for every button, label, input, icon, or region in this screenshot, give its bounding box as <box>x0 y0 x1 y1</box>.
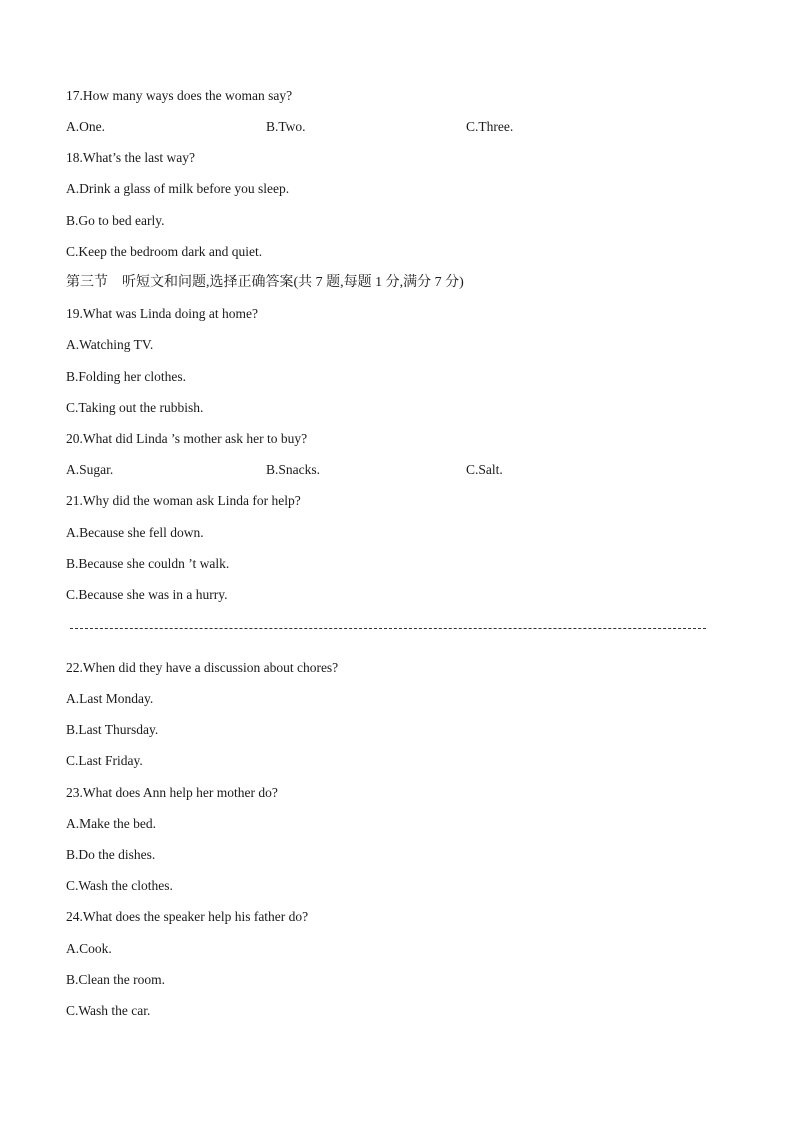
q20-option-b: B.Snacks. <box>266 462 320 477</box>
q21-option-a: A.Because she fell down. <box>66 525 204 540</box>
q17-option-b: B.Two. <box>266 119 306 134</box>
question-19: 19.What was Linda doing at home? <box>66 306 258 321</box>
q23-option-a: A.Make the bed. <box>66 816 156 831</box>
question-17: 17.How many ways does the woman say? <box>66 88 293 103</box>
question-24: 24.What does the speaker help his father do? <box>66 909 309 924</box>
q19-option-b: B.Folding her clothes. <box>66 369 186 384</box>
q22-option-a: A.Last Monday. <box>66 691 154 706</box>
q22-option-c: C.Last Friday. <box>66 753 143 768</box>
q22-option-b: B.Last Thursday. <box>66 722 159 737</box>
q18-option-c: C.Keep the bedroom dark and quiet. <box>66 244 263 259</box>
q19-option-c: C.Taking out the rubbish. <box>66 400 204 415</box>
section-3-heading: 第三节 听短文和问题,选择正确答案(共 7 题,每题 1 分,满分 7 分) <box>66 275 464 290</box>
page-divider <box>70 628 706 629</box>
q21-option-c: C.Because she was in a hurry. <box>66 587 228 602</box>
q24-option-c: C.Wash the car. <box>66 1003 151 1018</box>
q20-option-c: C.Salt. <box>466 462 503 477</box>
q23-option-c: C.Wash the clothes. <box>66 878 173 893</box>
q20-option-a: A.Sugar. <box>66 462 114 477</box>
q23-option-b: B.Do the dishes. <box>66 847 156 862</box>
question-22: 22.When did they have a discussion about chores? <box>66 660 339 675</box>
q24-option-b: B.Clean the room. <box>66 972 165 987</box>
q17-option-a: A.One. <box>66 119 105 134</box>
q18-option-b: B.Go to bed early. <box>66 213 165 228</box>
q18-option-a: A.Drink a glass of milk before you sleep. <box>66 181 290 196</box>
question-20: 20.What did Linda ’s mother ask her to buy? <box>66 431 308 446</box>
question-21: 21.Why did the woman ask Linda for help? <box>66 493 301 508</box>
question-18: 18.What’s the last way? <box>66 150 195 165</box>
q21-option-b: B.Because she couldn ’t walk. <box>66 556 230 571</box>
q24-option-a: A.Cook. <box>66 941 112 956</box>
q17-option-c: C.Three. <box>466 119 514 134</box>
q19-option-a: A.Watching TV. <box>66 337 154 352</box>
question-23: 23.What does Ann help her mother do? <box>66 785 278 800</box>
